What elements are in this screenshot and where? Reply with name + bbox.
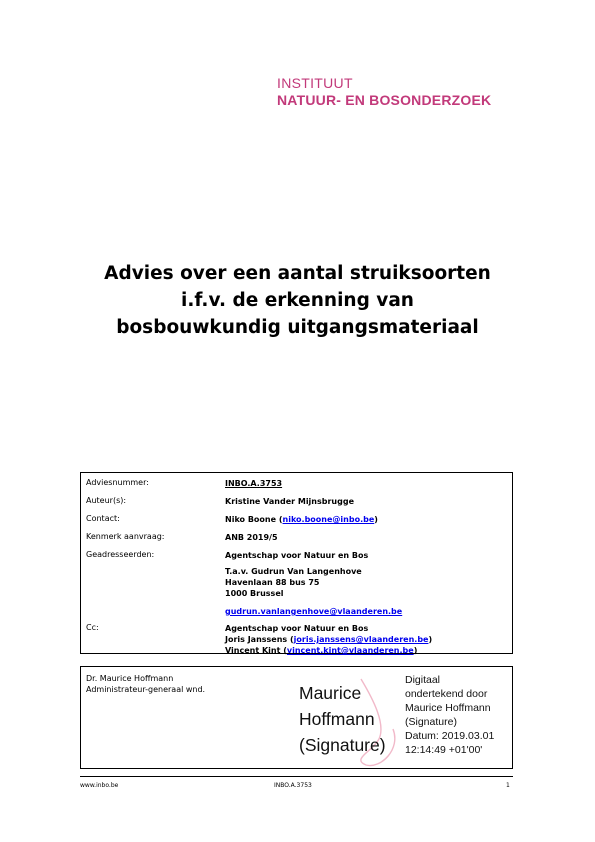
signature-detail-line: ondertekend door (405, 688, 488, 700)
footer-website: www.inbo.be (80, 782, 119, 789)
cc-org: Agentschap voor Natuur en Bos (225, 624, 369, 633)
cc-person-1: Joris Janssens (joris.janssens@vlaanderen.be) (225, 635, 433, 644)
signature-line: Hoffmann (299, 709, 375, 729)
address-line: 1000 Brussel (225, 589, 284, 598)
signature-detail-line: Datum: 2019.03.01 (405, 730, 495, 742)
cc2-email-link[interactable]: vincent.kint@vlaanderen.be (286, 646, 414, 655)
address-line: T.a.v. Gudrun Van Langenhove (225, 567, 362, 576)
signatory-name: Dr. Maurice Hoffmann (86, 674, 174, 683)
cc1-email-link[interactable]: joris.janssens@vlaanderen.be (293, 635, 429, 644)
signature-detail-line: Maurice Hoffmann (405, 702, 491, 714)
address-line: Havenlaan 88 bus 75 (225, 578, 320, 587)
footer-divider (80, 776, 513, 777)
title-line-1: Advies over een aantal struiksoorten (104, 263, 491, 284)
adviesnummer-value: INBO.A.3753 (225, 479, 283, 488)
title-line-2: i.f.v. de erkenning van (181, 290, 414, 311)
cc-label: Cc: (86, 623, 99, 632)
signature-line: (Signature) (299, 735, 386, 755)
kenmerk-label: Kenmerk aanvraag: (86, 532, 165, 541)
address-line: Agentschap voor Natuur en Bos (225, 551, 369, 560)
title-line-3: bosbouwkundig uitgangsmateriaal (116, 317, 479, 338)
footer-page-number: 1 (506, 782, 510, 789)
signature-detail-line: Digitaal (405, 674, 441, 686)
signature-name-large (299, 680, 386, 758)
signature-detail-line: (Signature) (405, 716, 457, 728)
contact-email-link[interactable]: niko.boone@inbo.be (282, 515, 375, 524)
kenmerk-value: ANB 2019/5 (225, 533, 278, 542)
cc-value (225, 623, 432, 656)
document-title (60, 260, 535, 341)
footer-document-number: INBO.A.3753 (274, 782, 312, 789)
geadresseerden-value (225, 550, 402, 617)
inbo-logo (277, 75, 491, 109)
adviesnummer-label: Adviesnummer: (86, 478, 149, 487)
auteurs-label: Auteur(s): (86, 496, 127, 505)
contact-label: Contact: (86, 514, 120, 523)
cc2-name: Vincent Kint (225, 646, 281, 655)
signatory (86, 673, 205, 695)
signature-detail-line: 12:14:49 +01'00' (405, 744, 483, 756)
cc-person-2: Vincent Kint (vincent.kint@vlaanderen.be) (225, 646, 418, 655)
signature-box (80, 666, 513, 769)
logo-line-2: NATUUR- EN BOSONDERZOEK (277, 92, 492, 108)
digital-signature-details (405, 673, 494, 757)
metadata-table (80, 472, 513, 654)
contact-value: Niko Boone (niko.boone@inbo.be) (225, 515, 378, 524)
geadresseerden-label: Geadresseerden: (86, 550, 155, 559)
cc1-name: Joris Janssens (225, 635, 288, 644)
geadresseerden-email-link[interactable]: gudrun.vanlangenhove@vlaanderen.be (225, 607, 403, 616)
contact-name: Niko Boone (225, 515, 277, 524)
signature-line: Maurice (299, 683, 362, 703)
logo-line-1: INSTITUUT (277, 75, 353, 91)
auteurs-value: Kristine Vander Mijnsbrugge (225, 497, 354, 506)
signatory-role: Administrateur-generaal wnd. (86, 685, 206, 694)
